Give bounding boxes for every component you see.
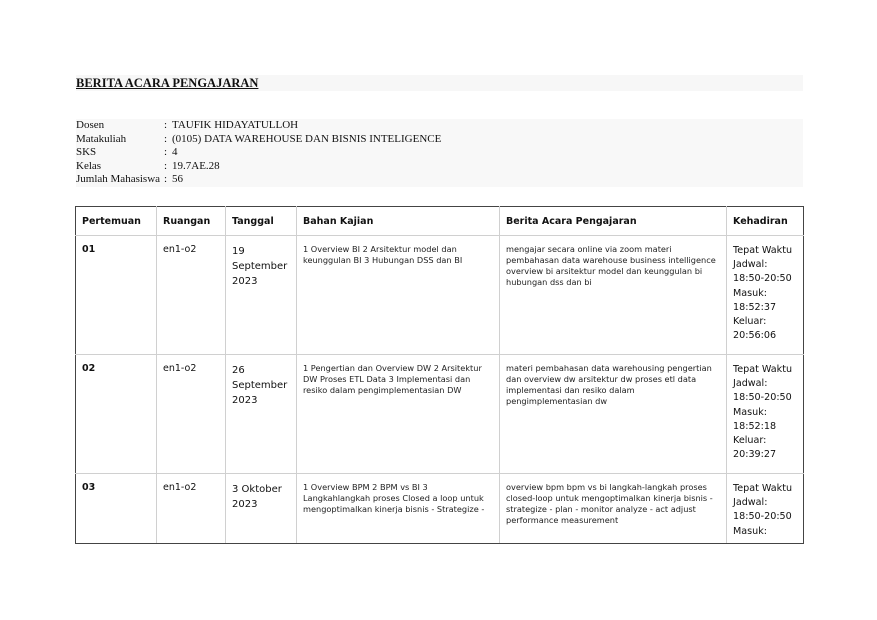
attendance-status: Tepat Waktu [733, 364, 793, 375]
cell-bahan-kajian: 1 Pengertian dan Overview DW 2 Arsitektur DW Proses ETL Data 3 Implementasi dan resiko dalam pengimplementasian DW [297, 355, 500, 474]
cell-pertemuan: 03 [76, 474, 157, 544]
cell-tanggal: 26 September 2023 [226, 355, 297, 474]
table-row [76, 355, 804, 474]
cell-ruangan: en1-o2 [157, 236, 226, 355]
meta-value: TAUFIK HIDAYATULLOH [172, 119, 299, 131]
meta-row-dosen [76, 119, 803, 133]
attendance-value: 18:52:37 [733, 301, 777, 313]
attendance-label: Jadwal: [733, 497, 768, 509]
document-title [76, 75, 803, 91]
cell-kehadiran [727, 355, 804, 474]
meta-label: Kelas [76, 159, 102, 172]
meta-value: 4 [172, 146, 178, 158]
attendance-label: Keluar: [733, 435, 767, 447]
attendance-value: 18:50-20:50 [733, 273, 792, 285]
attendance-value: 20:39:27 [733, 449, 777, 461]
cell-ruangan: en1-o2 [157, 474, 226, 544]
header-ruangan: Ruangan [157, 207, 226, 236]
attendance-label: Masuk: [733, 406, 768, 418]
meta-row-kelas [76, 160, 803, 174]
cell-berita-acara: mengajar secara online via zoom materi pembahasan data warehouse business intelligence overview bi arsitektur model dan keunggulan bi hubungan dss dan bi [500, 236, 727, 355]
table-row [76, 236, 804, 355]
meta-colon: : [164, 173, 168, 185]
meta-colon: : [164, 146, 168, 158]
attendance-value: 18:50-20:50 [733, 511, 792, 523]
attendance-status: Tepat Waktu [733, 245, 793, 256]
attendance-status: Tepat Waktu [733, 483, 793, 494]
meta-row-jumlah-mahasiswa [76, 173, 803, 187]
attendance-label: Jadwal: [733, 259, 768, 271]
attendance-label: Jadwal: [733, 378, 768, 390]
cell-bahan-kajian: 1 Overview BPM 2 BPM vs BI 3 Langkahlangkah proses Closed a loop untuk mengoptimalkan kinerja bisnis - Strategize - [297, 474, 500, 544]
attendance-label: Masuk: [733, 287, 768, 299]
cell-berita-acara: overview bpm bpm vs bi langkah-langkah proses closed-loop untuk mengoptimalkan kinerja bisnis - strategize - plan - monitor analyze - act adjust performance measurement [500, 474, 727, 544]
meta-value: (0105) DATA WAREHOUSE DAN BISNIS INTELIGENCE [172, 132, 442, 145]
meta-row-sks [76, 146, 803, 160]
attendance-label: Masuk: [733, 525, 768, 537]
header-tanggal: Tanggal [226, 207, 297, 236]
meta-label: Dosen [76, 119, 105, 131]
table-header-row [76, 207, 804, 236]
meta-colon: : [164, 159, 168, 172]
course-meta [76, 119, 803, 187]
attendance-value: 18:50-20:50 [733, 392, 792, 404]
attendance-value: 18:52:18 [733, 420, 777, 432]
meta-value: 56 [172, 173, 183, 185]
cell-pertemuan: 02 [76, 355, 157, 474]
cell-ruangan: en1-o2 [157, 355, 226, 474]
meta-label: Matakuliah [76, 132, 127, 145]
document-title-text: BERITA ACARA PENGAJARAN [76, 76, 259, 90]
teaching-record-table [75, 206, 804, 544]
attendance-label: Keluar: [733, 316, 767, 328]
meta-label: Jumlah Mahasiswa [76, 173, 161, 185]
cell-pertemuan: 01 [76, 236, 157, 355]
meta-colon: : [164, 132, 168, 145]
table-row [76, 474, 804, 544]
cell-bahan-kajian: 1 Overview BI 2 Arsitektur model dan keunggulan BI 3 Hubungan DSS dan BI [297, 236, 500, 355]
cell-tanggal: 19 September 2023 [226, 236, 297, 355]
cell-tanggal: 3 Oktober 2023 [226, 474, 297, 544]
meta-value: 19.7AE.28 [172, 159, 220, 172]
meta-row-matakuliah [76, 133, 803, 147]
meta-label: SKS [76, 146, 97, 158]
cell-kehadiran [727, 474, 804, 544]
header-berita-acara: Berita Acara Pengajaran [500, 207, 727, 236]
cell-berita-acara: materi pembahasan data warehousing pengertian dan overview dw arsitektur dw proses etl data implementasi dan resiko dalam pengimplementasian dw [500, 355, 727, 474]
meta-colon: : [164, 119, 168, 131]
header-pertemuan: Pertemuan [76, 207, 157, 236]
header-bahan-kajian: Bahan Kajian [297, 207, 500, 236]
attendance-value: 20:56:06 [733, 330, 777, 342]
header-kehadiran: Kehadiran [727, 207, 804, 236]
cell-kehadiran [727, 236, 804, 355]
